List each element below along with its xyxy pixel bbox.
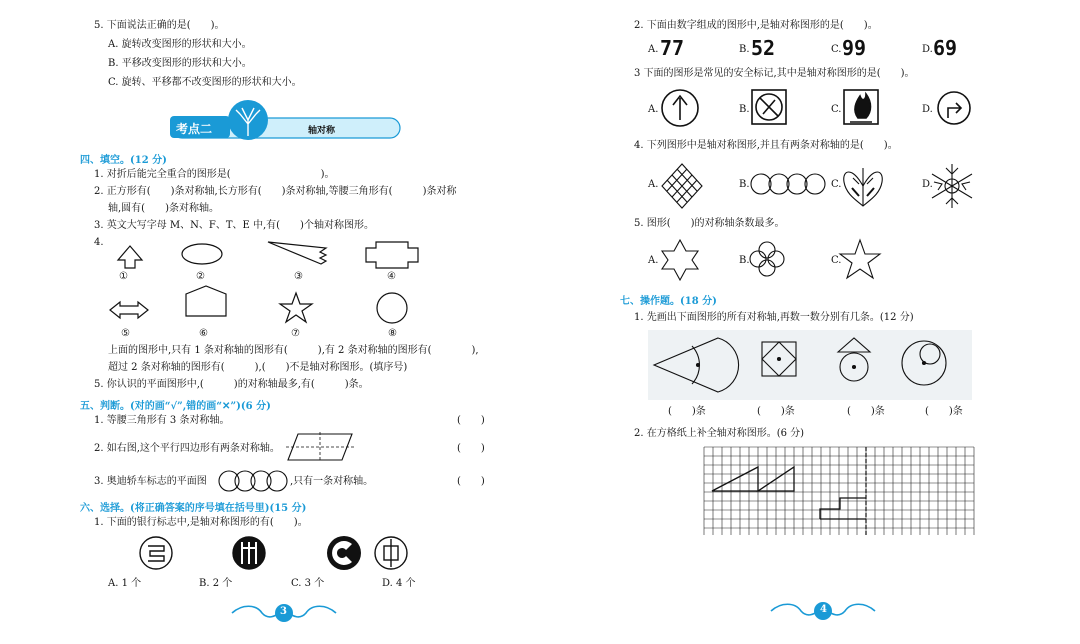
banner-topic: 轴对称 bbox=[308, 126, 336, 136]
q4-figures bbox=[656, 160, 976, 212]
arrow-shape bbox=[118, 246, 142, 268]
s4-q2-line2: 轴,圆有( )条对称轴。 bbox=[108, 203, 219, 214]
no-tools-sign-icon bbox=[752, 90, 786, 124]
r-q2-figure-a: 77 bbox=[660, 36, 685, 60]
q5-figures bbox=[660, 238, 900, 282]
cross-shape bbox=[366, 242, 418, 268]
five-star-icon bbox=[840, 240, 880, 278]
section4-title: 四、填空。(12 分) bbox=[80, 155, 167, 166]
r-q2-figure-c: 99 bbox=[842, 36, 867, 60]
r-q3-letter-a: A. bbox=[648, 104, 659, 115]
shape-label-1: ① bbox=[119, 271, 128, 282]
q5-option-a: A. 旋转改变图形的形状和大小。 bbox=[108, 39, 252, 50]
s6-option-d: D. 4 个 bbox=[382, 578, 416, 589]
r-q4-stem: 4. 下列图形中是轴对称图形,并且有两条对称轴的是( )。 bbox=[634, 140, 898, 151]
s4-q4: 4. bbox=[94, 237, 104, 248]
q5-option-b: B. 平移改变图形的形状和大小。 bbox=[108, 58, 252, 69]
s7-blank-2: ( )条 bbox=[757, 406, 795, 417]
r-q3-letter-b: B. bbox=[739, 104, 750, 115]
circle-shape bbox=[377, 293, 407, 323]
fire-sign-icon bbox=[844, 90, 878, 124]
shape-label-7: ⑦ bbox=[291, 328, 300, 339]
safety-signs bbox=[660, 88, 980, 130]
section5-title: 五、判断。(对的画“√”,错的画“✕”)(6 分) bbox=[80, 401, 271, 412]
r-q4-letter-a: A. bbox=[648, 179, 659, 190]
butterfly-icon bbox=[844, 168, 883, 206]
audi-rings-icon bbox=[218, 470, 290, 492]
shape-label-6: ⑥ bbox=[199, 328, 208, 339]
half-figure bbox=[712, 467, 866, 519]
bank-logo-1-icon bbox=[140, 537, 172, 569]
page-number-right: 4 bbox=[820, 604, 827, 615]
s4-q5: 5. 你认识的平面图形中,( )的对称轴最多,有( )条。 bbox=[94, 379, 369, 390]
r-q2-letter-b: B. bbox=[739, 44, 750, 55]
zigzag-shape bbox=[268, 242, 326, 264]
r-q4-letter-b: B. bbox=[739, 179, 750, 190]
s7-q2: 2. 在方格纸上补全轴对称图形。(6 分) bbox=[634, 428, 805, 439]
snowflake-icon bbox=[932, 164, 972, 208]
r-q2-figure-b: 52 bbox=[751, 36, 776, 60]
s5-item1-bracket: ( ) bbox=[457, 415, 485, 426]
parallelogram-figure bbox=[286, 432, 356, 462]
s7-blank-4: ( )条 bbox=[925, 406, 963, 417]
s4-q4-text-2: 超过 2 条对称轴的图形有( ),( )不是轴对称图形。(填序号) bbox=[108, 362, 408, 373]
r-q5-letter-a: A. bbox=[648, 255, 659, 266]
banner-label: 考点二 bbox=[176, 122, 213, 136]
s7-q1: 1. 先画出下面图形的所有对称轴,再数一数分别有几条。(12 分) bbox=[634, 312, 914, 323]
shape-label-8: ⑧ bbox=[388, 328, 397, 339]
double-arrow-shape bbox=[110, 302, 148, 318]
r-q2-stem: 2. 下面由数字组成的图形中,是轴对称图形的是( )。 bbox=[634, 20, 878, 31]
s6-option-b: B. 2 个 bbox=[199, 578, 233, 589]
s4-q2-line1: 2. 正方形有( )条对称轴,长方形有( )条对称轴,等腰三角形有( )条对称 bbox=[94, 186, 457, 197]
q5-top-stem: 5. 下面说法正确的是( )。 bbox=[94, 20, 225, 31]
s7-blank-3: ( )条 bbox=[847, 406, 885, 417]
four-petal-icon bbox=[750, 242, 784, 276]
shape-label-4: ④ bbox=[387, 271, 396, 282]
bank-logos bbox=[138, 534, 408, 572]
star-shape bbox=[280, 293, 312, 322]
s5-item3-bracket: ( ) bbox=[457, 476, 485, 487]
r-q2-letter-d: D. bbox=[922, 44, 933, 55]
ellipse-shape bbox=[182, 244, 222, 264]
r-q3-stem: 3 下面的图形是常见的安全标记,其中是轴对称图形的是( )。 bbox=[634, 68, 915, 79]
s7-blank-1: ( )条 bbox=[668, 406, 706, 417]
s5-item1: 1. 等腰三角形有 3 条对称轴。 bbox=[94, 415, 230, 426]
topic-banner bbox=[170, 98, 402, 142]
section6-title: 六、选择。(将正确答案的序号填在括号里)(15 分) bbox=[80, 503, 307, 514]
s7-q1-figures bbox=[648, 330, 972, 400]
olympic-rings-icon bbox=[751, 174, 825, 194]
r-q5-letter-b: B. bbox=[739, 255, 750, 266]
shape-label-3: ③ bbox=[294, 271, 303, 282]
up-arrow-sign-icon bbox=[662, 90, 698, 126]
bank-logo-4-icon bbox=[375, 537, 407, 569]
s5-item3-a: 3. 奥迪轿车标志的平面图 bbox=[94, 476, 207, 487]
page-number-left: 3 bbox=[280, 606, 287, 617]
s4-q4-text-1: 上面的图形中,只有 1 条对称轴的图形有( ),有 2 条对称轴的图形有( ), bbox=[108, 345, 479, 356]
grid-paper bbox=[704, 447, 976, 535]
pentagon-shape bbox=[186, 286, 226, 316]
turn-right-sign-icon bbox=[938, 92, 970, 124]
r-q2-figure-d: 69 bbox=[933, 36, 958, 60]
s6-q1: 1. 下面的银行标志中,是轴对称图形的有( )。 bbox=[94, 517, 308, 528]
s6-option-c: C. 3 个 bbox=[291, 578, 325, 589]
s5-item3-b: ,只有一条对称轴。 bbox=[290, 476, 374, 487]
q4-shapes bbox=[108, 238, 428, 343]
r-q4-letter-d: D. bbox=[922, 179, 933, 190]
section7-title: 七、操作题。(18 分) bbox=[620, 296, 717, 307]
bank-logo-3-icon bbox=[327, 536, 361, 570]
s5-item2-bracket: ( ) bbox=[457, 443, 485, 454]
shape-label-5: ⑤ bbox=[121, 328, 130, 339]
s6-option-a: A. 1 个 bbox=[108, 578, 142, 589]
r-q5-stem: 5. 图形( )的对称轴条数最多。 bbox=[634, 218, 785, 229]
shape-label-2: ② bbox=[196, 271, 205, 282]
r-q3-letter-d: D. bbox=[922, 104, 933, 115]
r-q5-letter-c: C. bbox=[831, 255, 842, 266]
diamond-lattice-icon bbox=[662, 164, 702, 208]
bank-logo-2-icon bbox=[233, 537, 265, 569]
r-q2-letter-a: A. bbox=[648, 44, 659, 55]
hexagram-icon bbox=[662, 240, 698, 280]
s4-q1: 1. 对折后能完全重合的图形是( )。 bbox=[94, 169, 335, 180]
s4-q3: 3. 英文大写字母 M、N、F、T、E 中,有( )个轴对称图形。 bbox=[94, 220, 374, 231]
r-q2-letter-c: C. bbox=[831, 44, 842, 55]
q5-option-c: C. 旋转、平移都不改变图形的形状和大小。 bbox=[108, 77, 302, 88]
s5-item2: 2. 如右图,这个平行四边形有两条对称轴。 bbox=[94, 443, 280, 454]
r-q3-letter-c: C. bbox=[831, 104, 842, 115]
r-q4-letter-c: C. bbox=[831, 179, 842, 190]
